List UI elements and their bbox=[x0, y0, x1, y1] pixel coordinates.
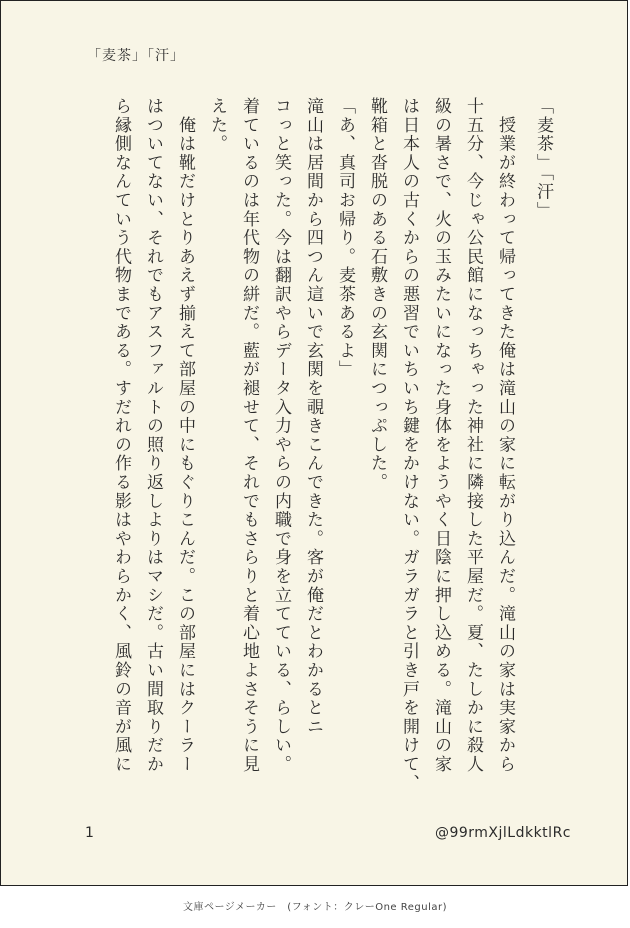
vertical-text-body bbox=[105, 97, 559, 807]
text-line: 靴箱と沓脱のある石敷きの玄関につっぷした。 bbox=[367, 97, 387, 492]
text-line: えた。 bbox=[207, 97, 227, 154]
text-line: 授業が終わって帰ってきた俺は滝山の家に転がり込んだ。滝山の家は実家から bbox=[495, 97, 515, 774]
text-line: 滝山は居間から四つん這いで玄関を覗きこんできた。客が俺だとわかるとニ bbox=[303, 97, 323, 737]
text-line: コっと笑った。今は翻訳やらデータ入力やらの内職で身を立てている、らしい。 bbox=[271, 97, 291, 774]
text-line: は日本人の古くからの悪習でいちいち鍵をかけない。ガラガラと引き戸を開けて、 bbox=[399, 97, 419, 793]
text-line: 俺は靴だけとりあえず揃えて部屋の中にもぐりこんだ。この部屋にはクーラー bbox=[175, 97, 195, 774]
page-number: 1 bbox=[85, 825, 94, 841]
text-line: 級の暑さで、火の玉みたいになった身体をようやく日陰に押し込める。滝山の家 bbox=[431, 97, 451, 774]
text-line: 着ているのは年代物の絣だ。藍が褪せて、それでもさらりと着心地よさそうに見 bbox=[239, 97, 259, 774]
text-line: ら縁側なんていう代物まである。すだれの作る影はやわらかく、風鈴の音が風に bbox=[111, 97, 131, 774]
text-line: はついてない、それでもアスファルトの照り返しよりはマシだ。古い間取りだか bbox=[143, 97, 163, 774]
author-handle: @99rmXjlLdkktlRc bbox=[434, 825, 571, 841]
text-line: 十五分、今じゃ公民館になっちゃった神社に隣接した平屋だ。夏、たしかに殺人 bbox=[463, 97, 483, 774]
text-line: 「あ、真司お帰り。麦茶あるよ」 bbox=[335, 97, 355, 379]
page-header-title: 「麦茶」「汗」 bbox=[87, 48, 185, 64]
text-line-heading: 「麦茶」「汗」 bbox=[533, 97, 553, 221]
footer-credit: 文庫ページメーカー (フォント：クレーOne Regular) bbox=[183, 902, 447, 913]
